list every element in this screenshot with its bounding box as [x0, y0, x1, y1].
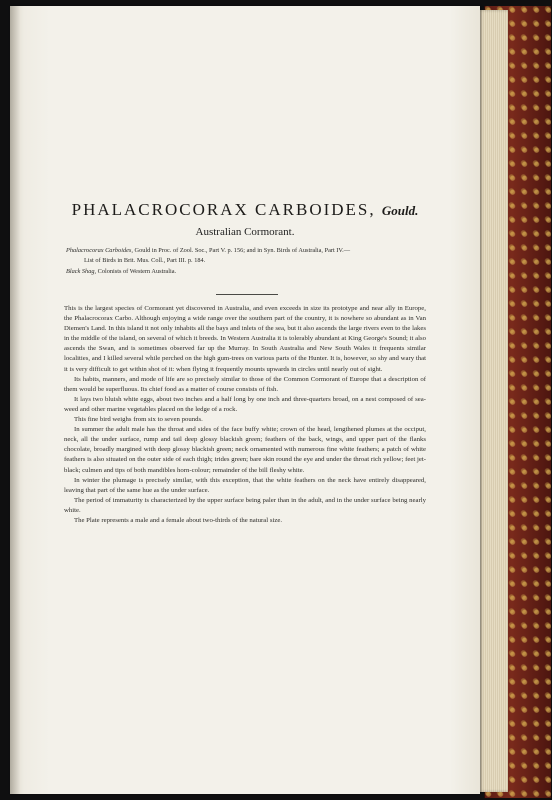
page-edges: [478, 10, 508, 792]
paragraph: This fine bird weighs from six to seven pounds.: [74, 416, 203, 424]
common-name: Australian Cormorant.: [195, 226, 295, 238]
paragraph: In winter the plumage is precisely similar, with this exception, that the white feathers on the neck have entirely disappeared, leaving that part of the same hue as the under surface.: [64, 476, 426, 494]
synonym-text: Colonists of Western Australia.: [97, 268, 177, 275]
synonym-name: Black Shag,: [66, 268, 97, 275]
scientific-name: PHALACROCORAX CARBOIDES,: [71, 200, 376, 219]
paragraph: The period of immaturity is characterized by the upper surface being paler than in the adult, and in the under surface being nearly white.: [64, 496, 426, 514]
divider-rule: [216, 294, 278, 295]
author-name: Gould.: [381, 203, 419, 218]
paragraph: Its habits, manners, and mode of life are so precisely similar to those of the Common Cormorant of Europe that a description of them would be superfluous. Its chief food as a matter of course consists of fish.: [64, 375, 426, 393]
paragraph: This is the largest species of Cormorant yet discovered in Australia, and even exceeds in size its prototype and near ally in Europe, the Phalacrocorax Carbo. Although enjoying a wide range over the southern part of the country, it is nowhere so abundant as in Van Diemen's Land. In this island it not only inhabits all the bays and inlets of the sea, but it also ascends the large rivers even to the lakes in the middle of the island, on several of which it breeds. In Western Australia it is tolerably abundant at King George's Sound; it also ascends the Swan, and is sometimes observed far up the Murray. In South Australia and New South Wales it frequents similar localities, and I killed several while perched on the high gum-trees on various parts of the Hunter. It is, however, so shy and wary that it is very difficult to get within shot of it: when flying it frequently mounts upwards in circles until nearly out of sight.: [64, 305, 426, 373]
synonym-entry: [66, 267, 426, 277]
species-title: [10, 200, 480, 220]
synonym-name: Phalacrocorax Carboides,: [66, 247, 133, 254]
paragraph: The Plate represents a male and a female about two-thirds of the natural size.: [74, 516, 283, 524]
synonym-continuation: List of Birds in Brit. Mus. Coll., Part III. p. 184.: [84, 257, 206, 264]
synonym-text: Gould in Proc. of Zool. Soc., Part V. p. 156; and in Syn. Birds of Australia, Part IV.—: [134, 247, 351, 254]
synonym-entry: [66, 246, 426, 266]
article-body: [64, 304, 426, 526]
paragraph: In summer the adult male has the throat and sides of the face buffy white; crown of the head, lengthened plumes at the occiput, neck, all the under surface, rump and tail deep glossy blackish green; feathers of the back, wings, and upper part of the flanks chocolate, broadly margined with deep glossy blackish green; neck ornamented with numerous fine white feathers; a patch of white feathers is also situated on the outer side of each thigh; irides green; bare skin round the eye and under the throat rich yellow; feet jet-black; culmen and tips of both mandibles horn-colour; remainder of the bill fleshy white.: [64, 426, 426, 474]
paragraph: It lays two bluish white eggs, about two inches and a half long by one inch and three-quarters broad, on a nest composed of sea-weed and other marine vegetables placed on the ledge of a rock.: [64, 395, 426, 413]
book-page: [10, 6, 480, 794]
spine-shadow: [10, 6, 20, 794]
